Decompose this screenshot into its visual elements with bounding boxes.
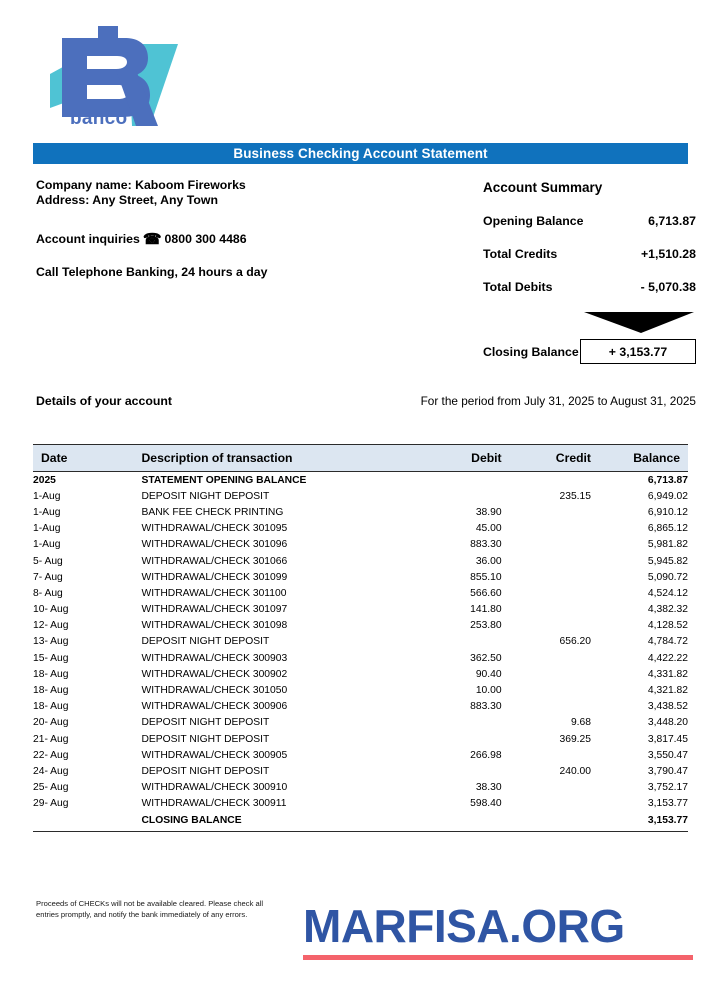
cell-debit (412, 715, 501, 731)
table-row (33, 666, 688, 682)
cell-description: WITHDRAWAL/CHECK 300903 (141, 652, 288, 664)
transactions-table-wrapper (33, 444, 688, 832)
cell-description: DEPOSIT NIGHT DEPOSIT (141, 490, 270, 502)
summary-arrow-area (483, 311, 696, 335)
transactions-table-head (33, 445, 688, 472)
cell-debit (412, 763, 501, 779)
cell-debit: 883.30 (470, 701, 502, 713)
cell-date: 8- Aug (33, 587, 63, 599)
cell-description: DEPOSIT NIGHT DEPOSIT (141, 636, 270, 648)
cell-description: WITHDRAWAL/CHECK 301095 (141, 523, 288, 535)
statement-title: Business Checking Account Statement (233, 146, 488, 161)
cell-balance: 6,910.12 (647, 506, 688, 518)
cell-credit: 240.00 (559, 765, 591, 777)
table-row (33, 634, 688, 650)
cell-date: 1-Aug (33, 490, 61, 502)
cell-balance: 5,090.72 (647, 571, 688, 583)
cell-balance: 3,752.17 (647, 782, 688, 794)
cell-balance: 6,949.02 (647, 490, 688, 502)
total-debits-value: - 5,070.38 (640, 280, 696, 294)
summary-row-total-debits (483, 280, 696, 294)
cell-date: 22- Aug (33, 749, 69, 761)
cell-date: 24- Aug (33, 765, 69, 777)
bank-logo (32, 22, 202, 137)
cell-credit (502, 780, 591, 796)
cell-date (33, 812, 141, 828)
cell-description: WITHDRAWAL/CHECK 301097 (141, 604, 288, 616)
table-row (33, 747, 688, 763)
cell-description: WITHDRAWAL/CHECK 300911 (141, 798, 287, 810)
cell-date: 15- Aug (33, 652, 69, 664)
inquiries-phone-number: 0800 300 4486 (164, 232, 247, 246)
cell-balance: 3,550.47 (647, 749, 688, 761)
table-row (33, 553, 688, 569)
column-header-date: Date (33, 445, 141, 472)
opening-balance-value: 6,713.87 (648, 214, 696, 228)
cell-debit (412, 812, 501, 828)
cell-credit (502, 585, 591, 601)
table-row (33, 699, 688, 715)
cell-balance: 3,153.77 (647, 814, 688, 826)
table-header-row (33, 445, 688, 472)
statement-title-bar (33, 143, 688, 164)
transactions-table-body (33, 472, 688, 829)
cell-debit (412, 731, 501, 747)
cell-description: DEPOSIT NIGHT DEPOSIT (141, 765, 270, 777)
column-header-debit: Debit (412, 445, 501, 472)
cell-date: 5- Aug (33, 555, 63, 567)
cell-credit (502, 699, 591, 715)
cell-credit (502, 602, 591, 618)
closing-balance-value: + 3,153.77 (608, 344, 668, 359)
table-row (33, 602, 688, 618)
cell-balance: 3,817.45 (647, 733, 688, 745)
cell-balance: 6,865.12 (647, 523, 688, 535)
cell-description: WITHDRAWAL/CHECK 301096 (141, 539, 288, 551)
footer-disclaimer: Proceeds of CHECKs will not be available cleared. Please check all entries promptly, and notify the bank immediately of any errors. (36, 899, 264, 919)
cell-debit: 266.98 (470, 749, 502, 761)
cell-date: 13- Aug (33, 636, 69, 648)
watermark-block (303, 900, 693, 960)
cell-balance: 3,790.47 (647, 765, 688, 777)
column-header-description: Description of transaction (141, 445, 412, 472)
table-row (33, 569, 688, 585)
table-row (33, 585, 688, 601)
cell-date: 10- Aug (33, 604, 69, 616)
closing-balance-label: Closing Balance (483, 344, 579, 359)
telephone-icon: ☎ (142, 231, 162, 248)
cell-credit (502, 747, 591, 763)
cell-credit (502, 682, 591, 698)
transactions-table (33, 444, 688, 828)
cell-date: 18- Aug (33, 668, 69, 680)
cell-description: WITHDRAWAL/CHECK 300902 (141, 668, 288, 680)
cell-description: WITHDRAWAL/CHECK 300906 (141, 701, 288, 713)
total-credits-value: +1,510.28 (640, 247, 696, 261)
cell-balance: 4,422.22 (647, 652, 688, 664)
telephone-banking-line: Call Telephone Banking, 24 hours a day (36, 265, 268, 279)
cell-credit (502, 569, 591, 585)
cell-credit (502, 553, 591, 569)
cell-credit (502, 521, 591, 537)
cell-date: 20- Aug (33, 717, 69, 729)
cell-debit: 141.80 (470, 604, 502, 616)
table-row (33, 812, 688, 828)
cell-description: WITHDRAWAL/CHECK 300905 (141, 749, 288, 761)
account-summary-block (483, 180, 696, 364)
cell-balance: 3,153.77 (647, 798, 688, 810)
table-row (33, 504, 688, 520)
cell-debit (412, 472, 501, 489)
cell-description: CLOSING BALANCE (141, 814, 242, 826)
cell-debit: 362.50 (470, 652, 502, 664)
total-debits-label: Total Debits (483, 280, 553, 294)
watermark-underline (303, 955, 693, 960)
cell-description: WITHDRAWAL/CHECK 301099 (141, 571, 288, 583)
table-row (33, 521, 688, 537)
cell-debit: 10.00 (475, 685, 502, 697)
cell-date: 18- Aug (33, 701, 69, 713)
table-row (33, 472, 688, 489)
watermark-text: MARFISA.ORG (303, 900, 625, 952)
cell-description: STATEMENT OPENING BALANCE (141, 474, 307, 486)
cell-description: WITHDRAWAL/CHECK 301100 (141, 587, 287, 599)
table-row (33, 763, 688, 779)
summary-row-total-credits (483, 247, 696, 261)
total-credits-label: Total Credits (483, 247, 558, 261)
cell-credit: 235.15 (559, 490, 591, 502)
cell-debit: 598.40 (470, 798, 502, 810)
cell-credit (502, 504, 591, 520)
summary-row-closing-balance (483, 339, 696, 364)
cell-debit: 883.30 (470, 539, 502, 551)
customer-info-block (36, 178, 366, 280)
cell-debit: 38.90 (475, 506, 502, 518)
cell-credit (502, 472, 591, 489)
cell-credit (502, 666, 591, 682)
column-header-balance: Balance (591, 445, 688, 472)
cell-debit: 38.30 (475, 782, 502, 794)
table-row (33, 488, 688, 504)
cell-date: 21- Aug (33, 733, 69, 745)
statement-period-label: For the period from July 31, 2025 to August 31, 2025 (420, 394, 696, 408)
cell-description: BANK FEE CHECK PRINTING (141, 506, 284, 518)
cell-description: WITHDRAWAL/CHECK 300910 (141, 782, 288, 794)
table-row (33, 780, 688, 796)
cell-debit: 90.40 (475, 668, 502, 680)
cell-debit: 855.10 (470, 571, 502, 583)
cell-description: DEPOSIT NIGHT DEPOSIT (141, 733, 270, 745)
table-row (33, 682, 688, 698)
cell-balance: 5,945.82 (647, 555, 688, 567)
table-bottom-rule (33, 831, 688, 832)
company-name-line: Company name: Kaboom Fireworks (36, 178, 246, 192)
cell-balance: 4,321.82 (647, 685, 688, 697)
cell-description: WITHDRAWAL/CHECK 301050 (141, 685, 288, 697)
cell-date: 1-Aug (33, 523, 61, 535)
cell-debit: 45.00 (475, 523, 502, 535)
details-of-account-label: Details of your account (36, 394, 172, 408)
cell-balance: 4,128.52 (647, 620, 688, 632)
account-summary-title: Account Summary (483, 180, 603, 195)
closing-balance-value-box (580, 339, 696, 364)
cell-credit: 656.20 (559, 636, 591, 648)
cell-balance: 4,784.72 (647, 636, 688, 648)
cell-credit (502, 812, 591, 828)
down-triangle-icon (584, 311, 694, 333)
cell-balance: 4,382.32 (647, 604, 688, 616)
account-inquiries-label: Account inquiries (36, 232, 140, 246)
cell-date: 1-Aug (33, 506, 61, 518)
cell-credit (502, 650, 591, 666)
cell-balance: 5,981.82 (647, 539, 688, 551)
cell-date: 1-Aug (33, 539, 61, 551)
cell-balance: 3,448.20 (647, 717, 688, 729)
cell-balance: 4,331.82 (647, 668, 688, 680)
cell-balance: 6,713.87 (647, 474, 688, 486)
details-header-row (36, 394, 696, 408)
table-row (33, 537, 688, 553)
cell-description: WITHDRAWAL/CHECK 301098 (141, 620, 288, 632)
logo-wordmark: banco (70, 108, 128, 129)
table-row (33, 731, 688, 747)
cell-date: 12- Aug (33, 620, 69, 632)
address-line: Address: Any Street, Any Town (36, 193, 218, 207)
cell-balance: 4,524.12 (647, 587, 688, 599)
cell-date: 25- Aug (33, 782, 69, 794)
table-row (33, 650, 688, 666)
cell-debit (412, 634, 501, 650)
cell-debit: 566.60 (470, 587, 502, 599)
cell-date: 7- Aug (33, 571, 63, 583)
cell-date: 29- Aug (33, 798, 69, 810)
summary-row-opening-balance (483, 214, 696, 228)
cell-balance: 3,438.52 (647, 701, 688, 713)
cell-debit: 36.00 (475, 555, 502, 567)
opening-balance-label: Opening Balance (483, 214, 584, 228)
cell-credit: 9.68 (570, 717, 591, 729)
cell-date: 2025 (33, 474, 56, 486)
table-row (33, 618, 688, 634)
cell-credit (502, 796, 591, 812)
cell-debit: 253.80 (470, 620, 502, 632)
cell-credit: 369.25 (559, 733, 591, 745)
cell-description: WITHDRAWAL/CHECK 301066 (141, 555, 288, 567)
account-inquiries-line (36, 232, 366, 247)
table-row (33, 796, 688, 812)
cell-credit (502, 537, 591, 553)
cell-credit (502, 618, 591, 634)
column-header-credit: Credit (502, 445, 591, 472)
cell-date: 18- Aug (33, 685, 69, 697)
table-row (33, 715, 688, 731)
cell-debit (412, 488, 501, 504)
cell-description: DEPOSIT NIGHT DEPOSIT (141, 717, 270, 729)
